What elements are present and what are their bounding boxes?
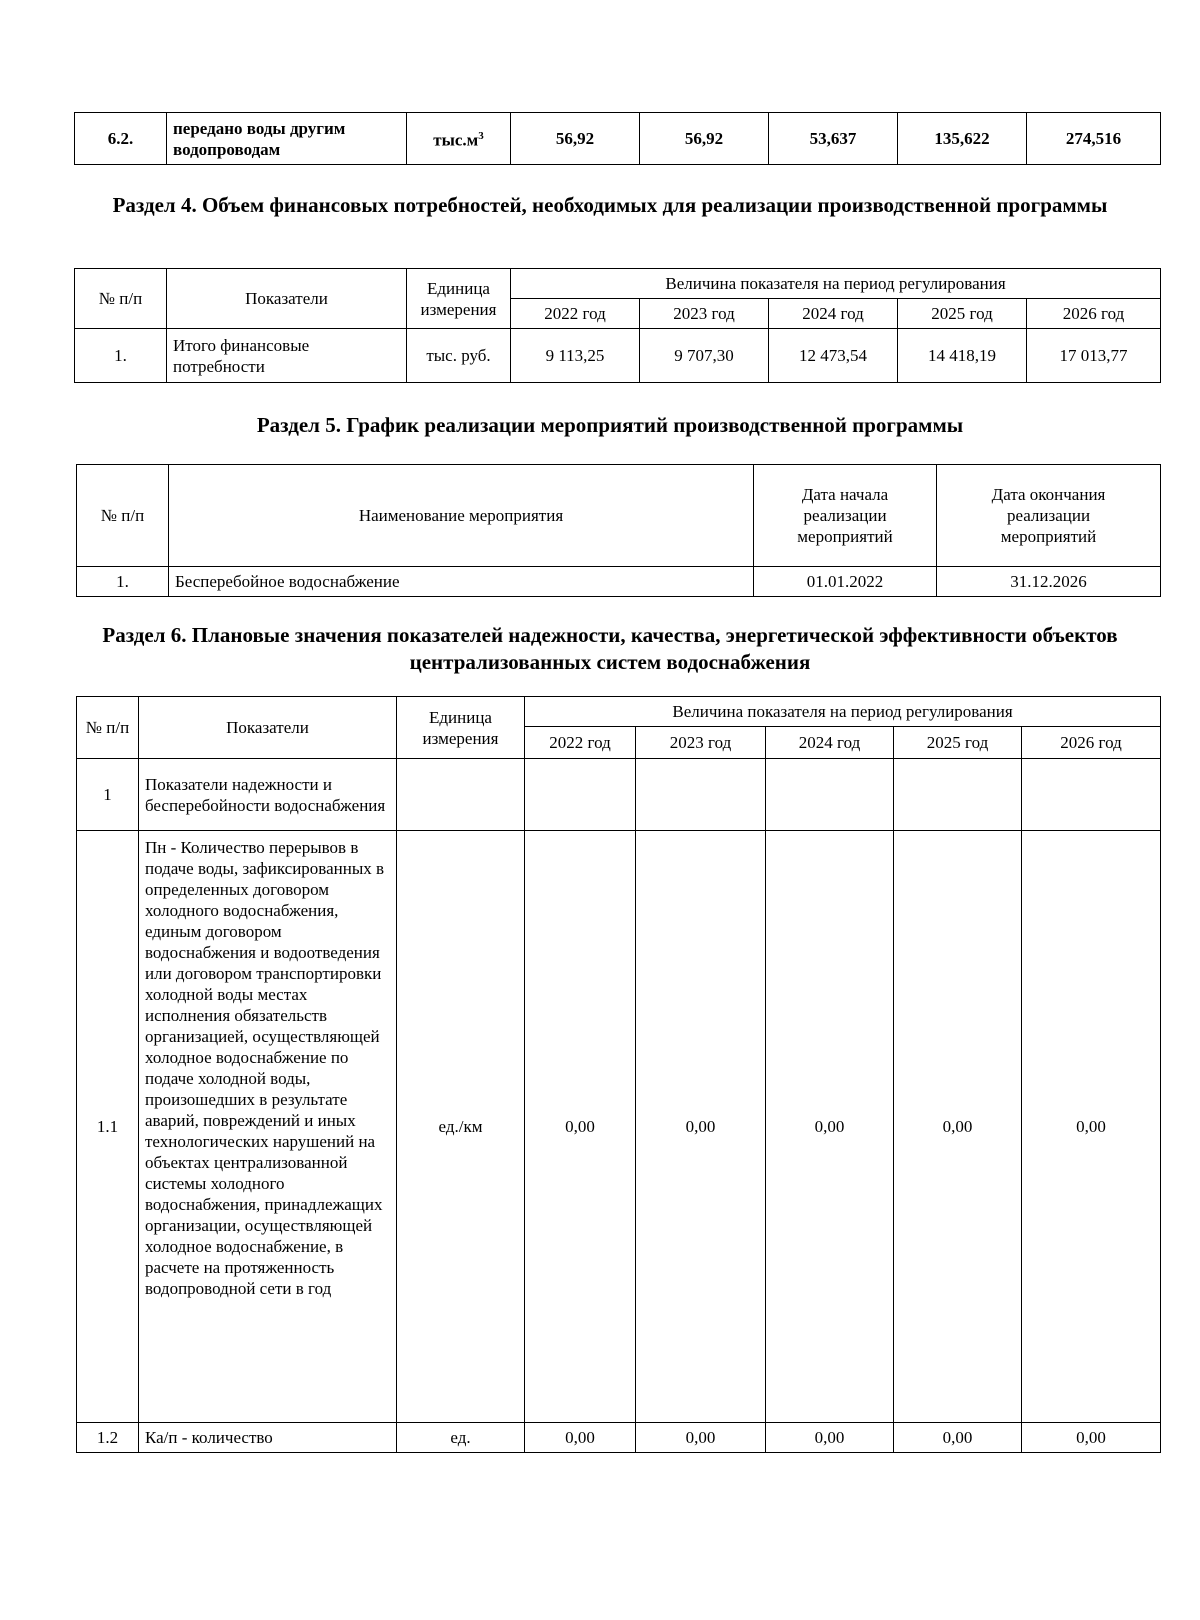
row-unit: $тыс.м^3$ — [407, 113, 511, 165]
header-year: 2022 год — [511, 299, 640, 329]
value-cell: 12 473,54 — [769, 329, 898, 383]
value-cell: 0,00 — [636, 1423, 766, 1453]
start-date: 01.01.2022 — [754, 567, 937, 597]
section-6-title: Раздел 6. Плановые значения показателей надежности, качества, энергетической эффективности объектов централизованных систем водоснабжения — [102, 623, 1118, 674]
header-year: 2023 год — [640, 299, 769, 329]
header-year: 2026 год — [1022, 727, 1161, 759]
row-name: Показатели надежности и бесперебойности водоснабжения — [139, 759, 397, 831]
row-name: Бесперебойное водоснабжение — [169, 567, 754, 597]
table-row — [75, 113, 1161, 165]
header-year: 2024 год — [769, 299, 898, 329]
row-number: 1.1 — [77, 831, 139, 1423]
value-cell — [525, 759, 636, 831]
value-cell — [894, 759, 1022, 831]
row-unit: ед. — [397, 1423, 525, 1453]
row-number: 6.2. — [75, 113, 167, 165]
table-row — [77, 831, 1161, 1423]
row-name: Ка/п - количество — [139, 1423, 397, 1453]
row-number: 1.2 — [77, 1423, 139, 1453]
section-4-table — [74, 268, 1161, 383]
section-4-title: Раздел 4. Объем финансовых потребностей, необходимых для реализации производственной программы — [112, 193, 1108, 217]
table-row — [77, 759, 1161, 831]
value-cell: 53,637 — [769, 113, 898, 165]
value-cell: 0,00 — [894, 831, 1022, 1423]
header-num: № п/п — [77, 465, 169, 567]
value-cell — [636, 759, 766, 831]
section-5-table — [76, 464, 1161, 597]
value-cell: 0,00 — [894, 1423, 1022, 1453]
header-period: Величина показателя на период регулирования — [511, 269, 1161, 299]
header-year: 2023 год — [636, 727, 766, 759]
section-6-table — [76, 696, 1161, 1453]
table-row — [77, 1423, 1161, 1453]
end-date: 31.12.2026 — [937, 567, 1161, 597]
value-cell: 9 113,25 — [511, 329, 640, 383]
row-unit: ед./км — [397, 831, 525, 1423]
header-unit: Единица измерения — [397, 697, 525, 759]
value-cell: 0,00 — [1022, 1423, 1161, 1453]
table-row — [75, 329, 1161, 383]
table-row — [77, 567, 1161, 597]
header-unit: Единица измерения — [407, 269, 511, 329]
header-year: 2026 год — [1027, 299, 1161, 329]
value-cell: 0,00 — [636, 831, 766, 1423]
value-cell — [766, 759, 894, 831]
value-cell: 274,516 — [1027, 113, 1161, 165]
row-name: передано воды другим водопроводам — [167, 113, 407, 165]
value-cell: 135,622 — [898, 113, 1027, 165]
value-cell: 17 013,77 — [1027, 329, 1161, 383]
header-year: 2022 год — [525, 727, 636, 759]
header-year: 2025 год — [894, 727, 1022, 759]
row-number: 1. — [75, 329, 167, 383]
header-indicators: Показатели — [139, 697, 397, 759]
value-cell: 0,00 — [766, 831, 894, 1423]
value-cell: 56,92 — [640, 113, 769, 165]
value-cell: 0,00 — [525, 1423, 636, 1453]
header-year: 2025 год — [898, 299, 1027, 329]
header-period: Величина показателя на период регулирования — [525, 697, 1161, 727]
row-name: Пн - Количество перерывов в подаче воды, зафиксированных в определенных договором холодного водоснабжения, единым договором водоснабжения и водоотведения или договором транспортировки холодной воды местах исполнения обязательств организацией, осуществляющей холодное водоснабжение по подаче холодной воды, произошедших в результате аварий, повреждений и иных технологических нарушений на объектах централизованной системы холодного водоснабжения, принадлежащих организации, осуществляющей холодное водоснабжение, в расчете на протяженность водопроводной сети в год — [139, 831, 397, 1423]
table-row-6-2 — [74, 112, 1161, 165]
header-num: № п/п — [77, 697, 139, 759]
value-cell: 14 418,19 — [898, 329, 1027, 383]
value-cell: 9 707,30 — [640, 329, 769, 383]
header-indicators: Показатели — [167, 269, 407, 329]
value-cell: 56,92 — [511, 113, 640, 165]
row-unit: тыс. руб. — [407, 329, 511, 383]
row-number: 1 — [77, 759, 139, 831]
header-year: 2024 год — [766, 727, 894, 759]
header-num: № п/п — [75, 269, 167, 329]
value-cell: 0,00 — [525, 831, 636, 1423]
row-name: Итого финансовые потребности — [167, 329, 407, 383]
header-end-date: Дата окончания реализации мероприятий — [937, 465, 1161, 567]
section-5-title: Раздел 5. График реализации мероприятий производственной программы — [256, 413, 964, 437]
value-cell: 0,00 — [1022, 831, 1161, 1423]
row-number: 1. — [77, 567, 169, 597]
row-unit — [397, 759, 525, 831]
value-cell — [1022, 759, 1161, 831]
value-cell: 0,00 — [766, 1423, 894, 1453]
header-start-date: Дата начала реализации мероприятий — [754, 465, 937, 567]
header-name: Наименование мероприятия — [169, 465, 754, 567]
